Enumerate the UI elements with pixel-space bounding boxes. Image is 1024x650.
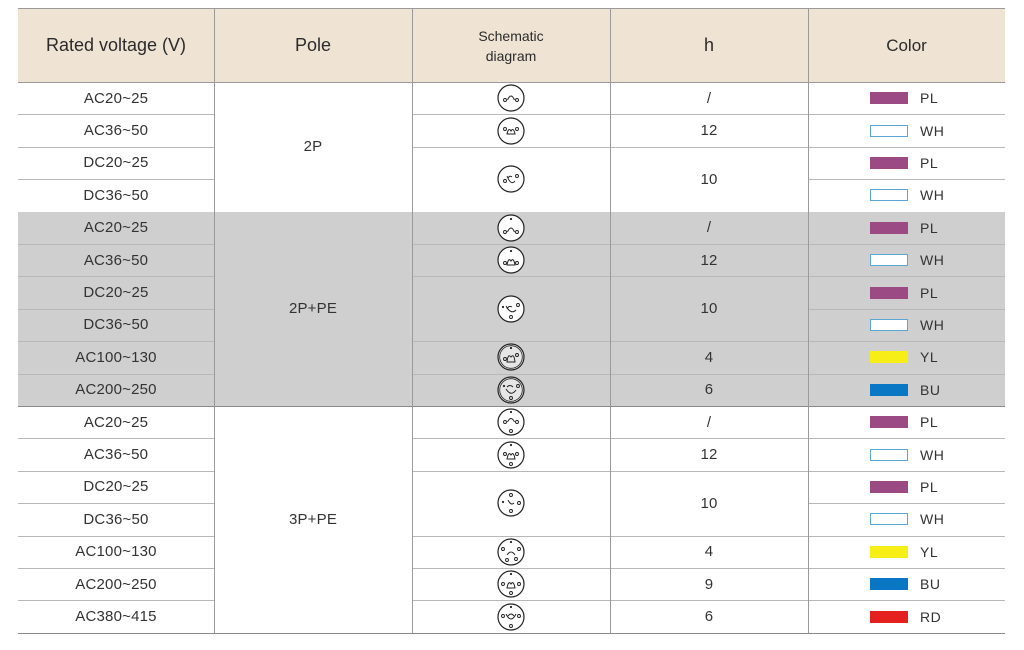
header-schematic: Schematic diagram [478, 27, 544, 64]
row-divider [808, 341, 1005, 342]
schematic-diagram-icon [412, 471, 610, 536]
voltage-cell: AC20~25 [83, 413, 149, 431]
schematic-diagram-icon [412, 341, 610, 373]
color-swatch [870, 449, 908, 461]
schematic-diagram-icon [412, 600, 610, 632]
color-swatch [870, 222, 908, 234]
row-divider [808, 374, 1005, 375]
voltage-cell: AC100~130 [75, 348, 157, 366]
voltage-cell: DC20~25 [83, 478, 149, 496]
color-code-label: WH [920, 446, 945, 463]
row-divider [808, 147, 1005, 148]
h-value-cell: 4 [704, 348, 714, 366]
schematic-diagram-icon [412, 114, 610, 146]
color-swatch [870, 189, 908, 201]
color-swatch [870, 481, 908, 493]
voltage-cell: DC36~50 [83, 510, 149, 528]
header-h: h [703, 35, 714, 55]
color-code-label: YL [920, 543, 939, 560]
voltage-cell: AC380~415 [75, 608, 157, 626]
schematic-diagram-icon [412, 374, 610, 406]
pole-cell: 2P [303, 138, 323, 156]
row-divider [808, 600, 1005, 601]
voltage-cell: DC36~50 [83, 186, 149, 204]
voltage-cell: AC200~250 [75, 381, 157, 399]
schematic-diagram-icon [412, 406, 610, 438]
color-swatch [870, 254, 908, 266]
schematic-diagram-icon [412, 147, 610, 212]
color-code-label: RD [920, 608, 942, 625]
h-value-cell: / [706, 413, 712, 431]
color-swatch [870, 125, 908, 137]
voltage-cell: AC200~250 [75, 575, 157, 593]
row-divider [808, 568, 1005, 569]
column-divider [808, 8, 809, 633]
color-swatch [870, 287, 908, 299]
schematic-diagram-icon [412, 212, 610, 244]
pole-cell: 3P+PE [288, 510, 338, 528]
h-value-cell: 9 [704, 575, 714, 593]
row-divider [808, 438, 1005, 439]
schematic-diagram-icon [412, 438, 610, 470]
h-value-cell: / [706, 89, 712, 107]
h-value-cell: 12 [700, 446, 718, 464]
row-divider [808, 114, 1005, 115]
row-divider [808, 276, 1005, 277]
voltage-table [18, 8, 1005, 633]
h-value-cell: 6 [704, 608, 714, 626]
voltage-cell: DC36~50 [83, 316, 149, 334]
color-swatch [870, 546, 908, 558]
color-code-label: WH [920, 252, 945, 269]
color-code-label: BU [920, 381, 941, 398]
column-divider [610, 8, 611, 633]
h-value-cell: 10 [700, 300, 718, 318]
schematic-diagram-icon [412, 276, 610, 341]
voltage-cell: AC20~25 [83, 89, 149, 107]
color-swatch [870, 611, 908, 623]
color-code-label: WH [920, 511, 945, 528]
color-swatch [870, 351, 908, 363]
h-value-cell: 12 [700, 122, 718, 140]
voltage-cell: AC100~130 [75, 543, 157, 561]
schematic-diagram-icon [412, 536, 610, 568]
column-divider [214, 8, 215, 633]
schematic-diagram-icon [412, 82, 610, 114]
header-rated-voltage: Rated voltage (V) [45, 35, 187, 55]
voltage-cell: AC36~50 [83, 251, 149, 269]
h-value-cell: 12 [700, 251, 718, 269]
pole-cell: 2P+PE [288, 300, 338, 318]
voltage-cell: AC20~25 [83, 219, 149, 237]
h-value-cell: 6 [704, 381, 714, 399]
schematic-diagram-icon [412, 244, 610, 276]
row-divider [808, 244, 1005, 245]
row-divider [808, 503, 1005, 504]
color-swatch [870, 416, 908, 428]
voltage-cell: AC36~50 [83, 122, 149, 140]
voltage-cell: DC20~25 [83, 284, 149, 302]
color-code-label: WH [920, 122, 945, 139]
row-divider [808, 309, 1005, 310]
header-pole: Pole [294, 35, 332, 55]
h-value-cell: 4 [704, 543, 714, 561]
column-divider [412, 8, 413, 633]
h-value-cell: / [706, 219, 712, 237]
color-swatch [870, 319, 908, 331]
color-code-label: YL [920, 349, 939, 366]
color-code-label: PL [920, 219, 939, 236]
color-code-label: BU [920, 576, 941, 593]
color-swatch [870, 157, 908, 169]
h-value-cell: 10 [700, 494, 718, 512]
color-swatch [870, 384, 908, 396]
h-value-cell: 10 [700, 170, 718, 188]
color-code-label: PL [920, 414, 939, 431]
row-divider [808, 536, 1005, 537]
color-code-label: PL [920, 479, 939, 495]
row-divider [808, 471, 1005, 472]
color-code-label: PL [920, 155, 939, 171]
header-color: Color [886, 35, 927, 55]
voltage-cell: AC36~50 [83, 446, 149, 464]
color-swatch [870, 92, 908, 104]
color-swatch [870, 513, 908, 525]
color-code-label: PL [920, 90, 939, 107]
row-divider [808, 179, 1005, 180]
color-swatch [870, 578, 908, 590]
table-header [18, 8, 1005, 83]
group-divider [18, 633, 1005, 634]
color-code-label: WH [920, 187, 945, 204]
color-code-label: WH [920, 317, 945, 333]
voltage-cell: DC20~25 [83, 154, 149, 172]
color-code-label: PL [920, 284, 939, 301]
schematic-diagram-icon [412, 568, 610, 600]
